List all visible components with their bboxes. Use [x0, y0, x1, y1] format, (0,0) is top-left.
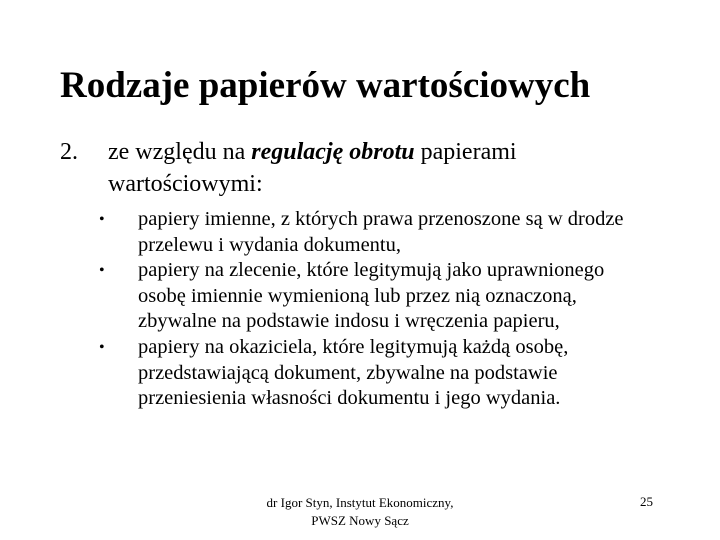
point-text [108, 136, 660, 200]
point-emphasis: regulację obrotu [251, 139, 415, 165]
bullet-icon: • [99, 338, 105, 356]
bullet-text: papiery na zlecenie, które legitymują jako uprawnionego osobę imiennie wymienioną lub przez nią oznaczoną, zbywalne na podstawie indosu i wręczenia papieru, [138, 259, 605, 333]
bullet-text: papiery imienne, z których prawa przenoszone są w drodze przelewu i wydania dokumentu, [138, 208, 624, 256]
numbered-point [60, 136, 660, 200]
point-suffix: papierami wartościowymi: [108, 139, 517, 197]
bullet-text: papiery na okaziciela, które legitymują każdą osobę, przedstawiającą dokument, zbywalne na podstawie przeniesienia własności dokumentu i jego wydania. [138, 335, 569, 410]
footer-author: dr Igor Styn, Instytut Ekonomiczny, [266, 495, 454, 510]
list-item [96, 207, 656, 258]
slide-title: Rodzaje papierów wartościowych [60, 65, 591, 106]
bullet-icon: • [99, 262, 105, 280]
slide-footer [240, 494, 480, 530]
page-number: 25 [640, 494, 653, 509]
list-item [96, 335, 656, 412]
footer-institution: PWSZ Nowy Sącz [311, 513, 409, 528]
point-number: 2. [60, 139, 78, 165]
list-item [96, 258, 656, 335]
bullet-list [96, 207, 656, 412]
bullet-icon: • [99, 211, 105, 228]
point-prefix: ze względu na [108, 139, 252, 165]
